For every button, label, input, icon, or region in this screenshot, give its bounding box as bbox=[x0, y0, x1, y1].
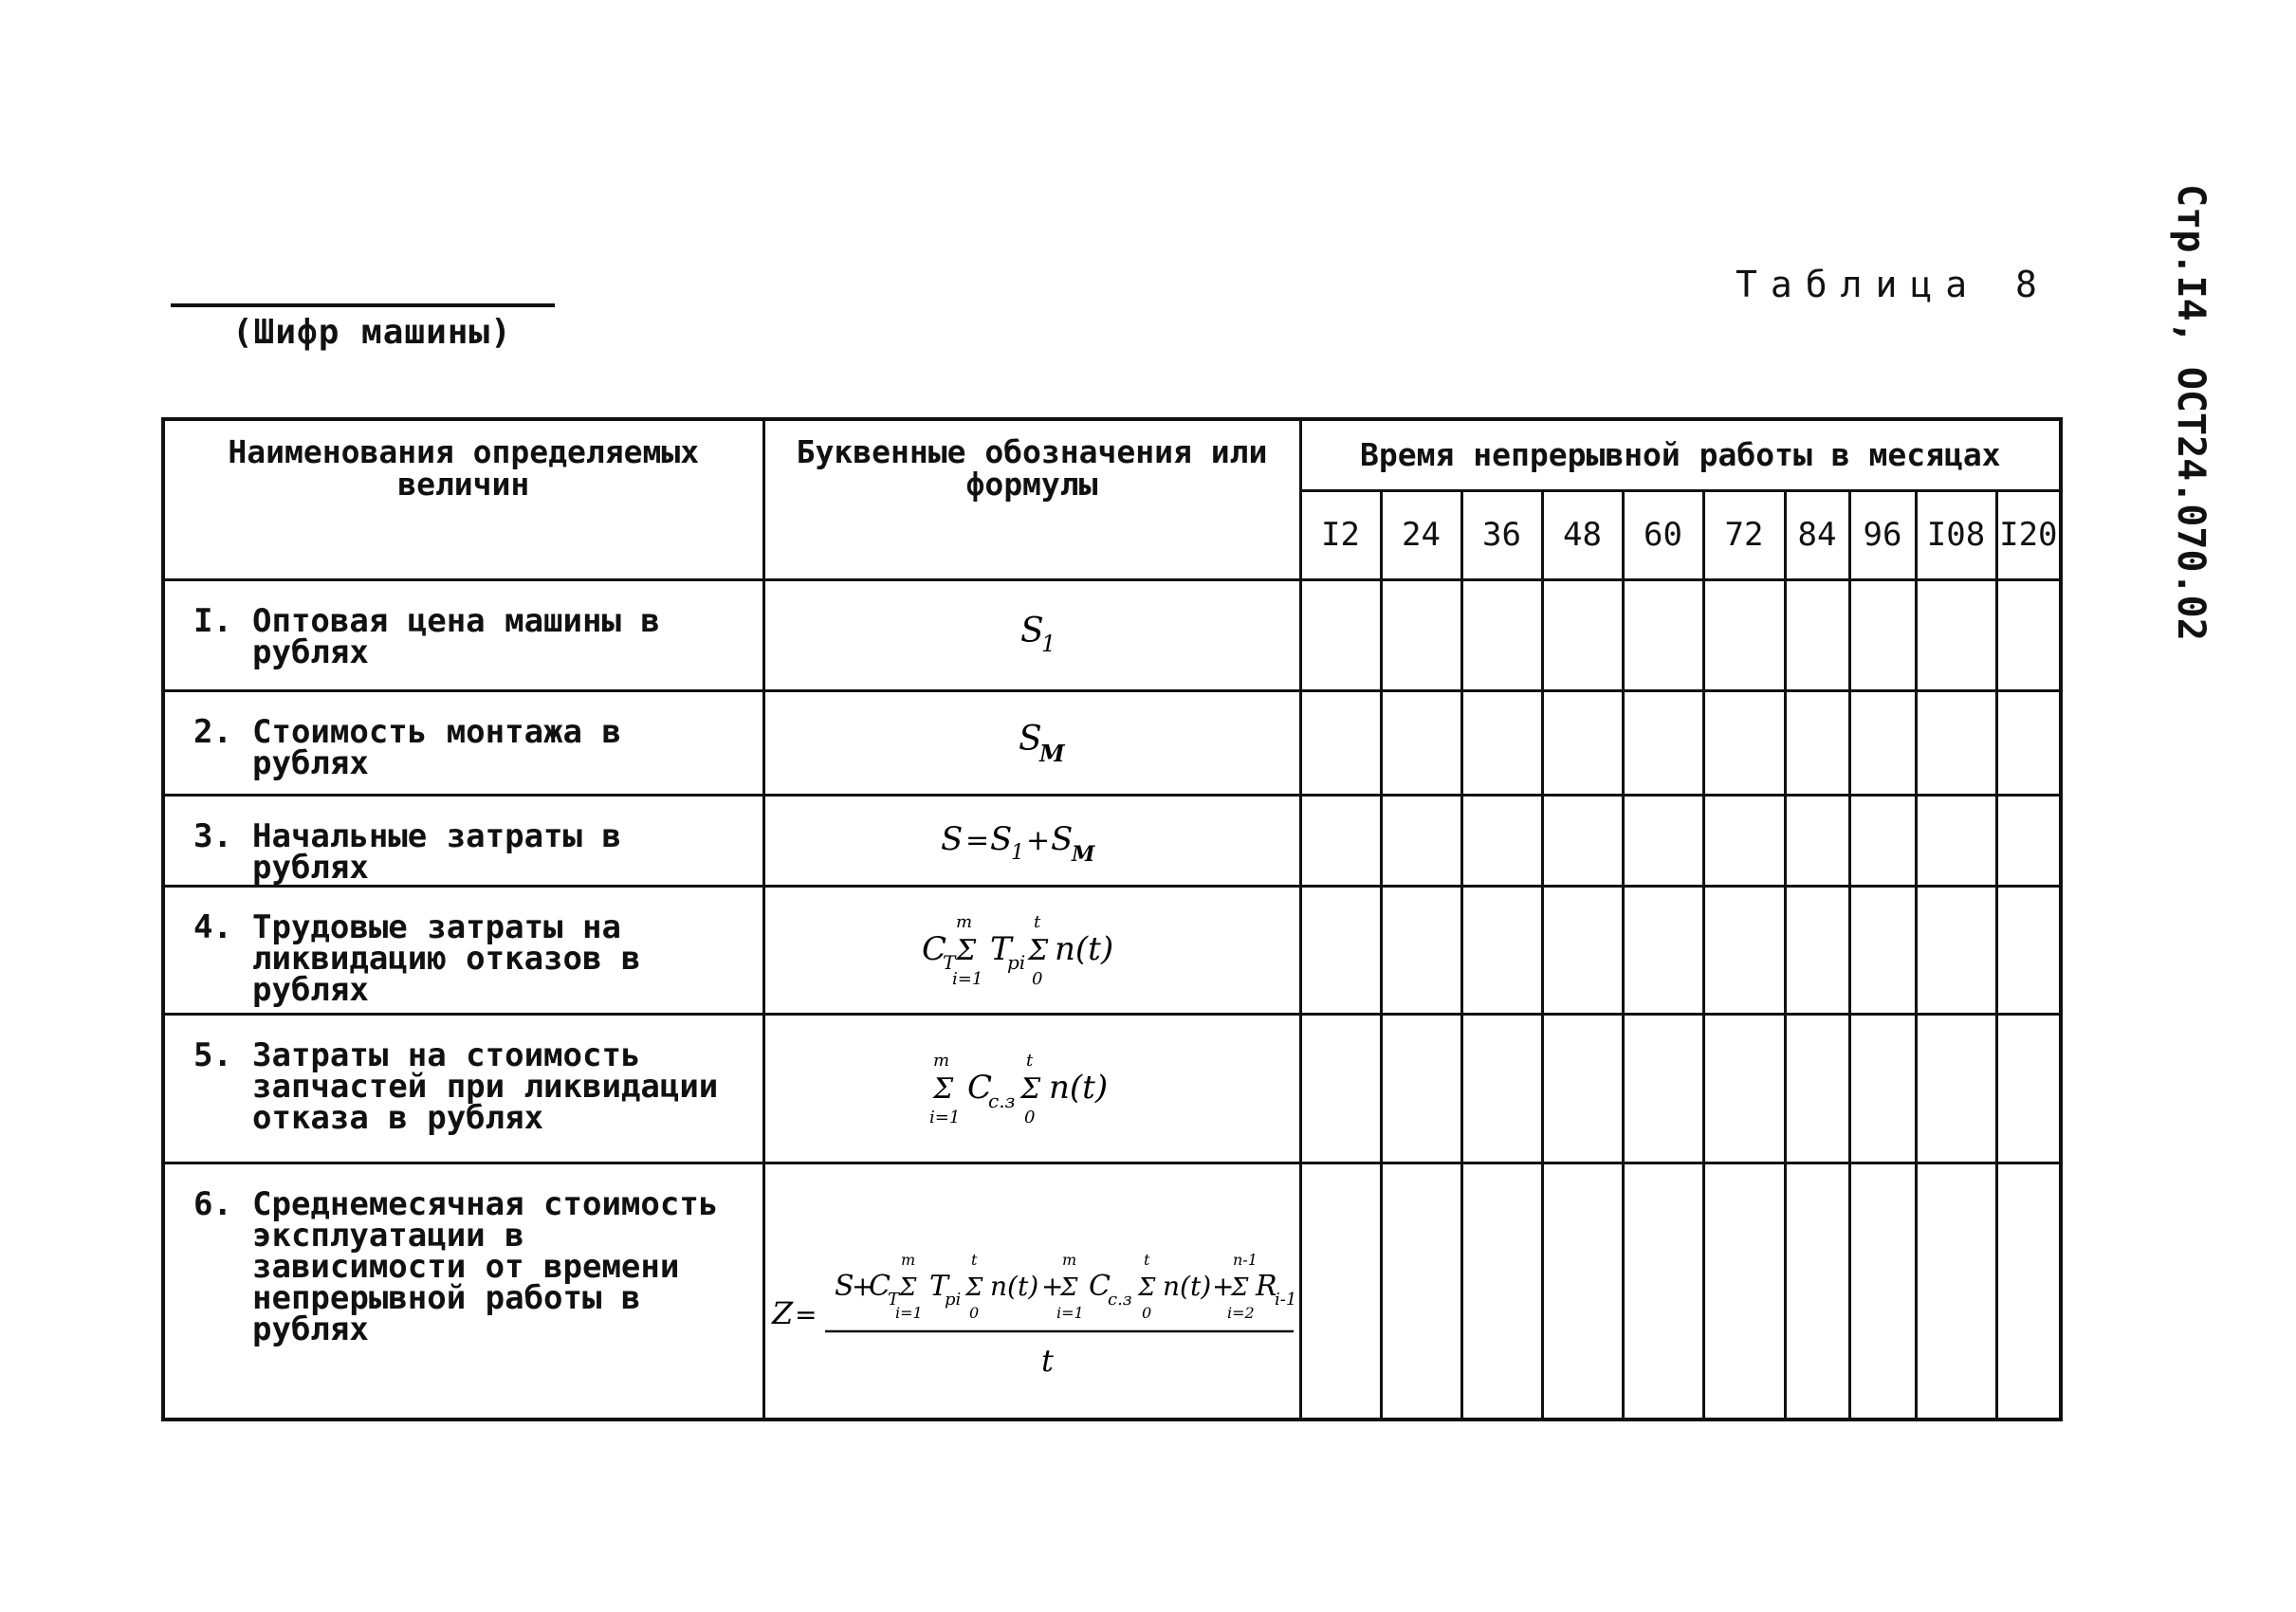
svg-text:0: 0 bbox=[1024, 1108, 1036, 1127]
svg-text:T: T bbox=[943, 951, 956, 974]
value-cell bbox=[1623, 580, 1703, 691]
value-cell bbox=[1785, 796, 1849, 887]
svg-text:c.з: c.з bbox=[988, 1090, 1016, 1112]
value-cell bbox=[1300, 1163, 1381, 1420]
formula-cell bbox=[763, 580, 1300, 691]
svg-text:m: m bbox=[1062, 1251, 1077, 1270]
costs-table bbox=[161, 417, 2063, 1421]
row-name: Стоимость монтажа в рублях bbox=[252, 713, 621, 782]
formula-monthly-cost bbox=[766, 1238, 1297, 1381]
svg-text:pi: pi bbox=[1007, 951, 1026, 974]
month-header: 84 bbox=[1785, 490, 1849, 579]
formula-sm bbox=[937, 710, 1127, 777]
month-header: 96 bbox=[1849, 490, 1916, 579]
svg-text:Σ: Σ bbox=[1060, 1273, 1078, 1303]
svg-text:Σ: Σ bbox=[1028, 934, 1049, 967]
row-number: 3. bbox=[193, 817, 232, 855]
row-name-cell bbox=[163, 580, 763, 691]
svg-text:S: S bbox=[1020, 612, 1044, 650]
row-name-cell bbox=[163, 796, 763, 887]
value-cell bbox=[1849, 1015, 1916, 1163]
value-cell bbox=[1300, 887, 1381, 1015]
svg-text:S: S bbox=[1051, 819, 1074, 858]
svg-text:m: m bbox=[901, 1251, 916, 1270]
value-cell bbox=[1542, 887, 1623, 1015]
value-cell bbox=[1300, 1015, 1381, 1163]
svg-text:T: T bbox=[929, 1270, 949, 1304]
value-cell bbox=[1916, 796, 1996, 887]
row-number: 4. bbox=[193, 908, 232, 946]
svg-text:m: m bbox=[956, 912, 973, 932]
svg-text:=: = bbox=[795, 1299, 817, 1331]
value-cell bbox=[1703, 887, 1785, 1015]
row-name: Трудовые затраты на ликвидацию отказов в рублях bbox=[252, 908, 641, 1009]
value-cell bbox=[1542, 1163, 1623, 1420]
row-number: 6. bbox=[193, 1185, 232, 1223]
svg-text:0: 0 bbox=[1142, 1304, 1152, 1323]
svg-text:i=1: i=1 bbox=[952, 969, 983, 989]
value-cell bbox=[1849, 691, 1916, 796]
formula-labor-costs bbox=[890, 893, 1174, 1007]
svg-text:0: 0 bbox=[969, 1304, 980, 1323]
svg-text:n(t): n(t) bbox=[1163, 1271, 1212, 1303]
value-cell bbox=[1381, 691, 1461, 796]
svg-text:i=1: i=1 bbox=[895, 1304, 923, 1323]
table-row bbox=[163, 691, 2061, 796]
value-cell bbox=[1300, 580, 1381, 691]
formula-cell bbox=[763, 1163, 1300, 1420]
svg-text:T: T bbox=[888, 1290, 900, 1310]
value-cell bbox=[1703, 1015, 1785, 1163]
svg-text:+: + bbox=[1026, 823, 1051, 857]
value-cell bbox=[1916, 1015, 1996, 1163]
row-name-cell bbox=[163, 691, 763, 796]
table-header-row bbox=[163, 419, 2061, 490]
svg-text:n(t): n(t) bbox=[1049, 1069, 1109, 1107]
value-cell bbox=[1623, 1163, 1703, 1420]
table-row bbox=[163, 796, 2061, 887]
value-cell bbox=[1623, 887, 1703, 1015]
value-cell bbox=[1785, 1163, 1849, 1420]
svg-text:C: C bbox=[967, 1069, 993, 1107]
value-cell bbox=[1785, 580, 1849, 691]
value-cell bbox=[1849, 1163, 1916, 1420]
value-cell bbox=[1703, 580, 1785, 691]
formula-s1 bbox=[937, 602, 1127, 669]
month-header: I08 bbox=[1916, 490, 1996, 579]
value-cell bbox=[1996, 887, 2061, 1015]
svg-text:S: S bbox=[941, 819, 964, 858]
value-cell bbox=[1623, 796, 1703, 887]
row-name: Среднемесячная стоимость эксплуатации в зависимости от времени непрерывной работы в рублях bbox=[252, 1185, 719, 1348]
value-cell bbox=[1996, 1163, 2061, 1420]
svg-text:Σ: Σ bbox=[1138, 1273, 1156, 1303]
value-cell bbox=[1381, 1163, 1461, 1420]
value-cell bbox=[1916, 691, 1996, 796]
value-cell bbox=[1381, 580, 1461, 691]
svg-text:+: + bbox=[852, 1271, 874, 1303]
month-header: 36 bbox=[1461, 490, 1542, 579]
svg-text:i=1: i=1 bbox=[929, 1108, 961, 1127]
formula-spare-parts bbox=[899, 1032, 1165, 1145]
value-cell bbox=[1461, 691, 1542, 796]
svg-text:T: T bbox=[990, 930, 1012, 968]
col-formula-header bbox=[763, 419, 1300, 580]
value-cell bbox=[1703, 796, 1785, 887]
svg-text:R: R bbox=[1256, 1270, 1277, 1304]
value-cell bbox=[1542, 691, 1623, 796]
formula-cell bbox=[763, 1015, 1300, 1163]
svg-text:1: 1 bbox=[1011, 840, 1024, 865]
row-number: 5. bbox=[193, 1036, 232, 1074]
svg-text:Σ: Σ bbox=[956, 934, 977, 967]
row-name-cell bbox=[163, 887, 763, 1015]
formula-cell bbox=[763, 691, 1300, 796]
col-names-header-text: Наименования определяемых величин bbox=[228, 433, 700, 503]
svg-text:+: + bbox=[1212, 1271, 1235, 1303]
svg-text:M: M bbox=[1072, 841, 1095, 867]
svg-text:C: C bbox=[1089, 1270, 1111, 1304]
svg-text:+: + bbox=[1041, 1271, 1064, 1303]
month-header: I20 bbox=[1996, 490, 2061, 579]
svg-text:Σ: Σ bbox=[1231, 1273, 1249, 1303]
value-cell bbox=[1542, 796, 1623, 887]
svg-text:Σ: Σ bbox=[933, 1072, 954, 1106]
svg-text:Σ: Σ bbox=[965, 1273, 983, 1303]
page-reference-text: Стр.I4, ОСТ24.070.02 bbox=[2169, 184, 2213, 641]
row-name: Начальные затраты в рублях bbox=[252, 817, 621, 887]
svg-text:1: 1 bbox=[1041, 631, 1056, 657]
value-cell bbox=[1916, 580, 1996, 691]
value-cell bbox=[1785, 887, 1849, 1015]
value-cell bbox=[1996, 796, 2061, 887]
month-header: 48 bbox=[1542, 490, 1623, 579]
row-name-cell bbox=[163, 1015, 763, 1163]
month-header: 60 bbox=[1623, 490, 1703, 579]
cipher-signature-line bbox=[171, 303, 555, 307]
svg-text:c.з: c.з bbox=[1108, 1290, 1132, 1310]
value-cell bbox=[1461, 887, 1542, 1015]
svg-text:C: C bbox=[869, 1270, 891, 1304]
value-cell bbox=[1623, 691, 1703, 796]
value-cell bbox=[1703, 691, 1785, 796]
value-cell bbox=[1996, 691, 2061, 796]
row-number: I. bbox=[193, 602, 232, 640]
svg-text:S: S bbox=[990, 819, 1013, 858]
svg-text:i-1: i-1 bbox=[1275, 1290, 1297, 1310]
value-cell bbox=[1785, 1015, 1849, 1163]
svg-text:S: S bbox=[1019, 719, 1042, 759]
value-cell bbox=[1849, 796, 1916, 887]
svg-text:Σ: Σ bbox=[899, 1273, 917, 1303]
machine-cipher-label: (Шифр машины) bbox=[232, 313, 512, 352]
table-row bbox=[163, 887, 2061, 1015]
value-cell bbox=[1916, 887, 1996, 1015]
formula-cell bbox=[763, 796, 1300, 887]
value-cell bbox=[1381, 887, 1461, 1015]
value-cell bbox=[1461, 580, 1542, 691]
formula-cell bbox=[763, 887, 1300, 1015]
value-cell bbox=[1300, 691, 1381, 796]
row-number: 2. bbox=[193, 713, 232, 751]
svg-text:n(t): n(t) bbox=[990, 1271, 1039, 1303]
value-cell bbox=[1703, 1163, 1785, 1420]
value-cell bbox=[1623, 1015, 1703, 1163]
value-cell bbox=[1916, 1163, 1996, 1420]
svg-text:0: 0 bbox=[1032, 969, 1043, 989]
table-row bbox=[163, 1015, 2061, 1163]
svg-text:t: t bbox=[1034, 912, 1041, 932]
value-cell bbox=[1996, 1015, 2061, 1163]
col-names-header bbox=[163, 419, 763, 580]
formula-s-total bbox=[909, 808, 1155, 874]
value-cell bbox=[1461, 796, 1542, 887]
svg-text:n-1: n-1 bbox=[1233, 1251, 1258, 1270]
col-formula-header-text: Буквенные обозначения или формулы bbox=[796, 433, 1268, 503]
svg-text:S: S bbox=[835, 1270, 854, 1304]
value-cell bbox=[1542, 580, 1623, 691]
row-name: Затраты на стоимость запчастей при ликвидации отказа в рублях bbox=[252, 1036, 719, 1137]
table-row bbox=[163, 1163, 2061, 1420]
svg-text:C: C bbox=[922, 930, 947, 968]
svg-text:t: t bbox=[1144, 1251, 1150, 1270]
value-cell bbox=[1996, 580, 2061, 691]
row-name-cell bbox=[163, 1163, 763, 1420]
value-cell bbox=[1381, 1015, 1461, 1163]
svg-text:=: = bbox=[965, 823, 990, 857]
svg-text:Z: Z bbox=[772, 1295, 794, 1332]
svg-text:i=2: i=2 bbox=[1227, 1304, 1255, 1323]
svg-text:n(t): n(t) bbox=[1055, 930, 1114, 968]
value-cell bbox=[1461, 1163, 1542, 1420]
value-cell bbox=[1300, 796, 1381, 887]
row-name: Оптовая цена машины в рублях bbox=[252, 602, 660, 671]
svg-text:i=1: i=1 bbox=[1056, 1304, 1084, 1323]
month-header: 24 bbox=[1381, 490, 1461, 579]
svg-text:t: t bbox=[971, 1251, 978, 1270]
svg-text:Σ: Σ bbox=[1020, 1072, 1041, 1106]
month-header: I2 bbox=[1300, 490, 1381, 579]
value-cell bbox=[1849, 580, 1916, 691]
value-cell bbox=[1785, 691, 1849, 796]
svg-text:m: m bbox=[933, 1051, 950, 1071]
table-row bbox=[163, 580, 2061, 691]
value-cell bbox=[1849, 887, 1916, 1015]
value-cell bbox=[1381, 796, 1461, 887]
table-title: Таблица 8 bbox=[1736, 264, 2050, 305]
svg-text:t: t bbox=[1026, 1051, 1034, 1071]
value-cell bbox=[1461, 1015, 1542, 1163]
page-reference bbox=[2124, 184, 2257, 641]
svg-text:pi: pi bbox=[945, 1290, 962, 1310]
col-time-header: Время непрерывной работы в месяцах bbox=[1300, 419, 2061, 490]
svg-text:t: t bbox=[1041, 1343, 1054, 1380]
value-cell bbox=[1542, 1015, 1623, 1163]
svg-text:M: M bbox=[1039, 739, 1065, 767]
month-header: 72 bbox=[1703, 490, 1785, 579]
